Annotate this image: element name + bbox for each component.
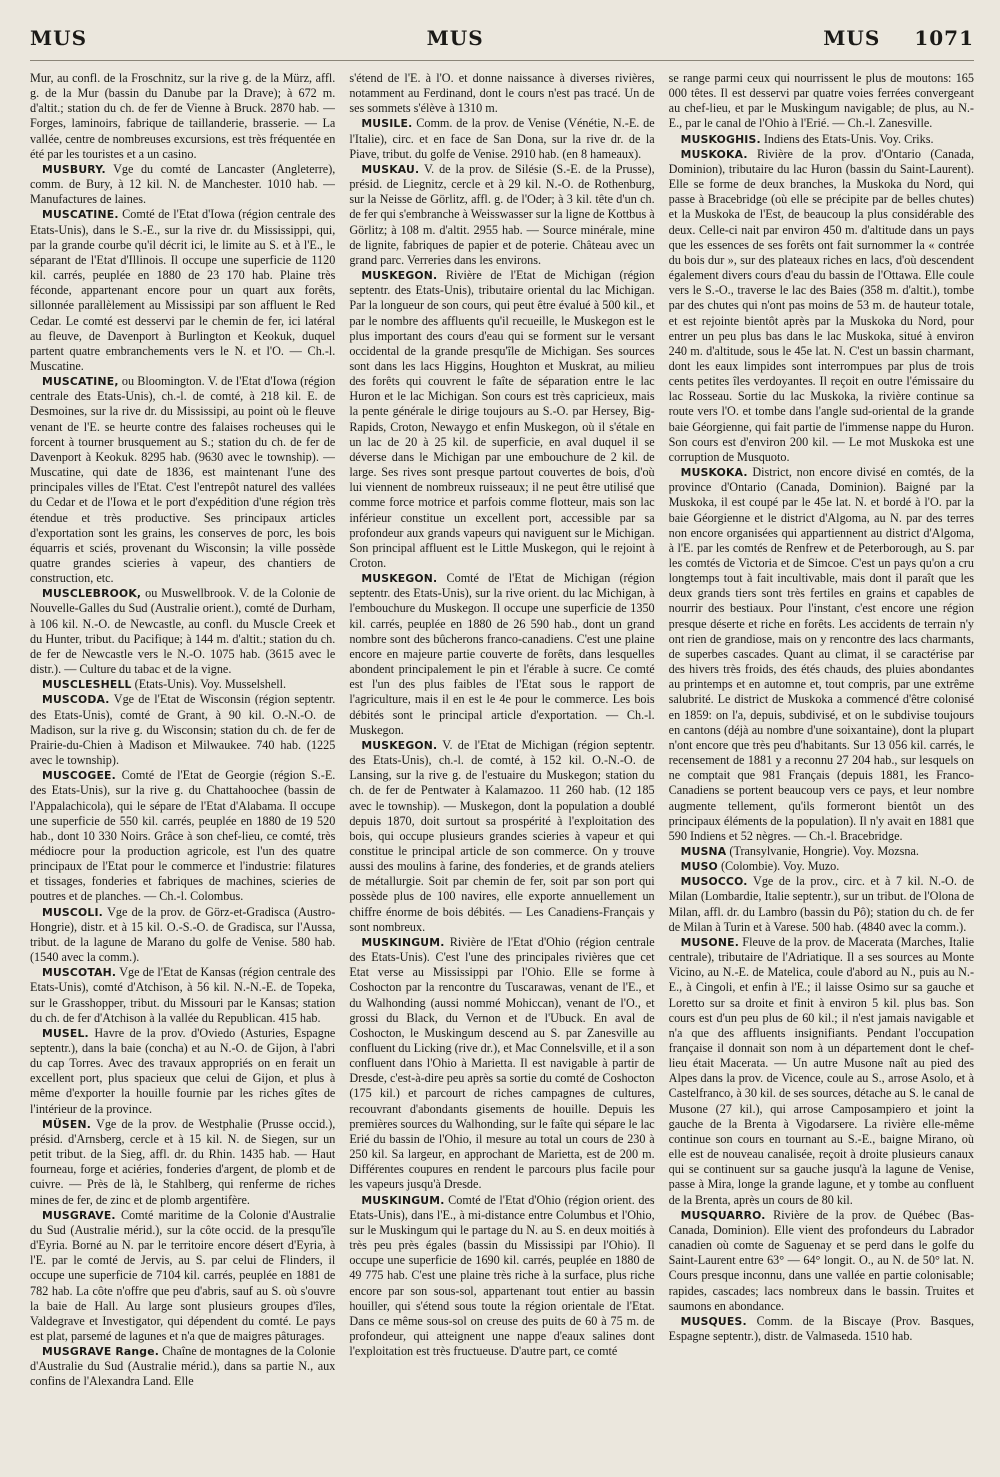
dictionary-entry [349, 268, 654, 571]
entry-text: Vge de l'Etat de Wisconsin (région septentr. des Etats-Unis), comté de Grant, à 90 kil. O.-N.-O. de Madison, sur la rive g. du Wisconsin; station du ch. de fer de Prairie-du-Chien à Madison et Milwaukee. 740 hab. (1225 avec le township). [30, 692, 336, 768]
dictionary-entry [349, 935, 654, 1193]
dictionary-entry [30, 207, 335, 374]
entry-headword: MUSKOKA. [680, 147, 748, 161]
entry-headword: MUSONE. [680, 935, 740, 949]
entry-text: (Colombie). Voy. Muzo. [720, 859, 840, 874]
entry-text: ou Bloomington. V. de l'Etat d'Iowa (région centrale des Etats-Unis), ch.-l. de comté, à 218 kil. E. de Desmoines, sur la rive dr. du Mississipi, au point où le fleuve venant de l'E. se heurte contre des falaises rocheuses qui le forcent à tourner brusquement au S.; station du ch. de fer de Davenport à Keokuk. 8295 hab. (9630 avec le township). — Muscatine, qui date de 1836, est maintenant l'une des principales villes de l'Etat. C'est l'entrepôt naturel des vallées du Cedar et de l'Iowa et le port d'expédition d'une région très étendue et très productive. Ses principaux articles d'exportation sont les grains, les conserves de porc, les bois équarris et sciés, provenant du Wisconsin; la ville possède quatre grandes scieries à vapeur, des chantiers de construction, etc. [30, 374, 336, 586]
entry-text: (Etats-Unis). Voy. Musselshell. [134, 677, 287, 692]
entry-headword: MUSCATINE. [42, 208, 119, 222]
entry-headword: MUSCLEBROOK, [42, 587, 142, 601]
entry-text: Rivière de la prov. de Québec (Bas-Canada, Dominion). Elle vient des profondeurs du Labrador canadien où comte de Saguenay et se perd dans le golfe du Saint-Laurent entre 63° — 64° longit. O., au N. de 50° lat. N. Cours presque inconnu, dans une vallée en partie colonisable; rapides, cascades; lacs nombreux dans le bassin. Truites et saumons en abondance. [668, 1207, 974, 1313]
entry-text: Indiens des Etats-Unis. Voy. Criks. [763, 131, 934, 146]
entry-text: Vge du comté de Lancaster (Angleterre), comm. de Bury, à 12 kil. N. de Manchester. 1010 hab. — Manufactures de laines. [30, 161, 336, 207]
entry-headword: MUSCODA. [42, 693, 110, 707]
dictionary-entry [349, 738, 654, 935]
entry-text: ou Muswellbrook. V. de la Colonie de Nouvelle-Galles du Sud (Australie orient.), comté de Durham, à 106 kil. N.-O. de Newcastle, au confl. du Muscle Creek et du Hunter, tribut. du Pacifique; à 144 m. d'altit.; station du ch. de fer de Newcastle vers le N.-O. 1075 hab. (3615 avec le distr.). — Culture du tabac et de la vigne. [30, 586, 336, 677]
dictionary-entry [669, 1314, 974, 1344]
entry-headword: MUSQUARRO. [680, 1208, 766, 1222]
dictionary-entry [669, 859, 974, 874]
entry-text: Comté maritime de la Colonie d'Australie du Sud (Australie mérid.), sur la côte occid. de la presqu'île d'Eyria. Borné au N. par le territoire encore désert d'Eyria, à l'E. par le comté de Jervis, au S. par celui de Flinders, il occupe une superficie de 7104 kil. carrés, peuplée en 1881 de 782 hab. La côte n'offre que peu d'abris, sauf au S. où s'ouvre la baie de Hall. Au large sont plusieurs groupes d'îles, Valdegrave et Investigator, qui dépendent du comté. Le pays est plat, parsemé de lagunes et n'a que de maigres pâturages. [30, 1207, 336, 1343]
entry-text: Comté de l'Etat d'Ohio (région orient. des Etats-Unis), dans l'E., à mi-distance entre Columbus et l'Ohio, sur le Muskingum qui le partage du N. au S. en deux moitiés à très peu près égales (bassin du Mississipi par l'Ohio). Il occupe une superficie de 1690 kil. carrés, peuplée en 1880 de 49 775 hab. C'est une plaine très riche à la surface, plus riche encore par son sous-sol, appartenant tout entier au bassin houiller, qui s'étend sous toute la région orientale de l'Etat. Dans ce même sous-sol on creuse des puits de 60 à 75 m. de profondeur, qui atteignent une nappe d'eaux salines dont l'exploitation est très fructueuse. D'autre part, ce comté [349, 1192, 655, 1359]
entry-text: District, non encore divisé en comtés, de la province d'Ontario (Canada, Dominion). Baigné par la Muskoka, il est coupé par le 45e lat. N. et bordé à l'O. par la baie Géorgienne et le district d'Algoma, au N. par des terres non encore organisées qui appartiennent au district d'Algoma, à l'E. par les comtés de Renfrew et de Peterborough, au S. par les comtés de Victoria et de Simcoe. C'est un pays qu'on a cru longtemps tout à fait incultivable, mais dont il paraît que les deux grands tiers sont très fertiles en grains et capables de nourrir des bestiaux. Pour l'instant, c'est encore une région presque déserte et riche en forêts. Les accidents de terrain n'y ont rien de grandiose, mais on y rencontre des lacs charmants, de superbes cascades. Quant au climat, il se caractérise par des hivers très froids, des étés chauds, des pluies abondantes au printemps et en automne et, tout compris, par une extrême salubrité. Le district de Muskoka a commencé d'être colonisé en 1859: on l'a, depuis, subdivisé, et on le subdivise toujours en cantons (déjà au nombre d'une soixantaine), dont la plupart n'ont encore que très peu d'habitants. Sur 13 056 kil. carrés, le recensement de 1881 y a reconnu 27 204 hab., sur lesquels on ne comptait que 981 Français (depuis 1881, les Franco-Canadiens se portent beaucoup vers ce pays, et leur nombre augmente tellement, qu'ils formeront bientôt un des principaux éléments de la population). Il n'y avait en 1881 que 590 Indiens et 52 nègres. — Ch.-l. Bracebridge. [668, 465, 974, 843]
dictionary-entry [349, 162, 654, 268]
dictionary-entry [669, 132, 974, 147]
dictionary-entry [30, 905, 335, 966]
entry-text: V. de l'Etat de Michigan (région septentr. des Etats-Unis), ch.-l. de comté, à 152 kil. O.-N.-O. de Lansing, sur la rive g. de l'estuaire du Muskegon; station du ch. de fer de Pentwater à Kalamazoo. 11 260 hab. (12 185 avec le township). — Muskegon, dont la population a doublé depuis 1870, doit surtout sa prospérité à l'exploitation des bois, qui occupe plusieurs grandes scieries à vapeur et qui constitue le principal article de son commerce. On y trouve aussi des moulins à farine, des fonderies, et de grands ateliers de métallurgie. Soit par chemin de fer, soit par son port qui possède plus de 100 navires, elle exporte annuellement un chiffre énorme de bois débités. — Les Canadiens-Français y sont nombreux. [349, 737, 655, 934]
dictionary-entry [349, 71, 654, 116]
entry-text: V. de la prov. de Silésie (S.-E. de la Prusse), présid. de Liegnitz, cercle et à 29 kil. N.-O. de Rothenburg, sur la Neisse de Görlitz, affl. g. de l'Oder; à 3 kil. tête d'un ch. de fer qui s'embranche à Weisswasser sur la ligne de Kottbus à Görlitz; à 108 m. d'altit. 2955 hab. — Source minérale, mine de lignite, fabriques de papier et de poterie. Château avec un grand parc. Verreries dans les environs. [349, 161, 655, 267]
entry-text: Comm. de la Biscaye (Prov. Basques, Espagne septentr.), distr. de Valmaseda. 1510 hab. [668, 1313, 974, 1343]
dictionary-entry [30, 768, 335, 904]
entry-text: Vge de la prov. de Görz-et-Gradisca (Austro-Hongrie), distr. et à 15 kil. O.-S.-O. de Gradisca, sur l'Aussa, tribut. de la lagune de Marano du golfe de Venise. 580 hab. (1540 avec la comm.). [30, 904, 336, 965]
dictionary-entry [349, 571, 654, 738]
entry-headword: MUSGRAVE. [42, 1208, 116, 1222]
header-left-word: MUS [30, 26, 88, 50]
dictionary-entry [669, 147, 974, 465]
entry-text: Havre de la prov. d'Oviedo (Asturies, Espagne septentr.), dans la baie (concha) et au N.-O. de Gijon, à l'abri du cap Torres. Avec des travaux appropriés on en ferait un excellent port, plus spacieux que celui de Gijon, et plus à même d'exporter la houille fournie par les riches gîtes de l'intérieur de la province. [30, 1025, 336, 1116]
entry-headword: MUSGRAVE Range. [42, 1345, 160, 1359]
entry-text: Fleuve de la prov. de Macerata (Marches, Italie centrale), tributaire de l'Adriatique. Il a ses sources au Monte Vicino, au N.-E. de Matelica, coule d'abord au N., puis au N.-E., à Cingoli, et enfin à l'E.; il laisse Osimo sur sa gauche et Loretto sur sa droite et finit à environ 5 kil. plus bas. Son cours est d'un peu plus de 60 kil.; il n'est jamais navigable et n'a que des affluents insignifiants. Pendant l'occupation française il donnait son nom à un département dont le chef-lieu était Macerata. — Un autre Musone naît au pied des Alpes dans la prov. de Vicence, coule au S., arrose Asolo, et à Castelfranco, à 30 kil. de ses sources, détache au S. le canal de Musone (27 kil.), qui arrose Camposampiero et joint la gauche de la Brenta à Vigodarsere. La rivière elle-même continue son cours en tournant au S.-E., baigne Mirano, où elle est de nouveau canalisée, reçoit à droite plusieurs canaux qui se continuent sur sa gauche jusqu'à la lagune de Venise, passe à Mira, longe la grande lagune, et y tombe au confluent de la Brenta, après un cours de 80 kil. [668, 934, 974, 1207]
dictionary-entry [669, 874, 974, 935]
entry-text: Comm. de la prov. de Venise (Vénétie, N.-E. de l'Italie), circ. et en face de San Dona, sur la rive dr. de la Piave, tribut. du golfe de Venise. 2910 hab. (en 8 hameaux). [349, 116, 655, 161]
dictionary-entry [30, 1117, 335, 1208]
entry-text: Rivière de la prov. d'Ontario (Canada, Dominion), tributaire du lac Huron (bassin du Saint-Laurent). Elle se forme de deux branches, la Muskoka du Nord, qui passe à Bracebridge (où elle se précipite par de belles chutes) et la Muskoka de l'Est, de beaucoup la plus considérable des deux. Celle-ci nait par environ 450 m. d'altitude dans un pays que les essences de ses forêts ont fait surnommer la « contrée du bois dur », sur des plateaux riches en lacs, d'où descendent également divers cours d'eau du bassin de l'Ottawa. Elle coule vers le S.-O., traverse le lac des Baies (358 m. d'altit.), tombe par des chutes qui n'ont pas moins de 53 m. de hauteur totale, et est rejointe bientôt après par la Muskoka du Nord, pour entrer un peu plus bas dans le lac Muskoka, situé à environ 240 m. d'altitude, sous le 45e lat. N. C'est un bassin charmant, dont les eaux limpides sont interrompues par plus de trois cents petites îles verdoyantes. Il reçoit en outre l'émissaire du lac Rosseau. Sortie du lac Muskoka, la rivière continue sa route vers l'O. et tombe dans l'angle sud-oriental de la grande baie Géorgienne, qui fait partie de l'immense nappe du Huron. Son cours est d'environ 200 kil. — Le mot Muskoka est une corruption de Musquoto. [668, 146, 974, 464]
entry-headword: MUSKAU. [361, 162, 420, 176]
entry-text: Comté de l'Etat de Michigan (région septentr. des Etats-Unis), sur la rive orient. du lac Michigan, à l'embouchure du Muskegon. Il occupe une superficie de 1350 kil. carrés, peuplée en 1880 de 26 590 hab., dont un grand nombre sont des bûcherons franco-canadiens. C'est une plaine encore en majeure partie couverte de forêts, dans lesquelles abondent principalement le pin et l'érable à sucre. Ce comté est l'un des plus faibles de l'Etat sous le rapport de l'agriculture, mais il en est le 4e pour le commerce. Les bois débités sont le principal article d'exportation. — Ch.-l. Muskegon. [349, 571, 655, 737]
entry-text: Comté de l'Etat d'Iowa (région centrale des Etats-Unis), dans le S.-E., sur la rive dr. du Mississippi, qui, par la grande courbe qu'il décrit ici, le limite au S. et à l'E., le séparant de l'Etat d'Illinois. Il occupe une superficie de 1120 kil. carrés, peuplée en 1880 de 23 170 hab. Plaine très féconde, appartenant encore pour un quart aux forêts, sillonnée parallèlement au Mississipi par son affluent le Red Cedar. Le comté est desservi par le chemin de fer, ici latéral au fleuve, de Davenport à Burlington et Keokuk, duquel partent quatre embranchements vers le N. et l'O. — Ch.-l. Muscatine. [30, 207, 336, 373]
entry-headword: MUSO [680, 860, 718, 874]
header-right-word: MUS [823, 26, 881, 50]
entry-text: Rivière de l'Etat d'Ohio (région centrale des Etats-Unis). C'est l'une des principales rivières que cet Etat verse au Mississippi par l'Ohio. Elle se forme à Coshocton par la rencontre du Tuscarawas, venant de l'E., et du Walhonding (aussi nommé Mohiccan), venant de l'O., et grossi du Black, du Vernon et de l'Ubuck. En aval de Coshocton, le Muskingum descend au S. par Zanesville au confluent du Licking (rive dr.), et Mac Connelsville, et il a son confluent dans l'Ohio à Marietta. Il est navigable à partir de Dresde, c'est-à-dire peu après sa sortie du comté de Coshocton (175 kil.) et parcourt de riches campagnes de cultures, recouvrant d'abondants gisements de houille. Depuis les premières sources du Walhonding, sur le faîte qui sépare le lac Erié du bassin de l'Ohio, il mesure au total un cours de 230 à 250 kil. Sa largeur, en approchant de Marietta, est de 200 m. Différentes coupures en rendent le parcours plus facile pour les vapeurs jusqu'à Dresde. [349, 934, 655, 1192]
entry-headword: MUSKOGHIS. [680, 132, 761, 146]
dictionary-entry [669, 935, 974, 1208]
dictionary-entry [669, 1208, 974, 1314]
entry-headword: MUSCOGEE. [42, 769, 116, 783]
header-center-word: MUS [426, 26, 484, 50]
entry-headword: MUSCATINE, [42, 375, 119, 389]
text-columns [30, 71, 974, 1466]
dictionary-entry [30, 1208, 335, 1344]
column-2 [349, 71, 654, 1466]
entry-headword: MUSCOTAH. [42, 966, 117, 980]
dictionary-entry [30, 71, 335, 162]
entry-text: Comté de l'Etat de Georgie (région S.-E. des Etats-Unis), sur la rive g. du Chattahoochee (bassin de l'Appalachicola), qui le sépare de l'Etat d'Alabama. Il occupe une superficie de 550 kil. carrés, peuplée en 1880 de 19 520 hab., dont 10 330 Noirs. Grâce à son chef-lieu, ce comté, très médiocre pour la production agricole, est l'un des quatre principaux de l'Etat pour le commerce et l'industrie: filatures et tissages, fonderies et fabriques de machines, scieries de poutres et de planches. — Ch.-l. Colombus. [30, 768, 336, 904]
column-3 [669, 71, 974, 1466]
dictionary-entry [669, 465, 974, 844]
entry-headword: MUSOCCO. [680, 875, 748, 889]
dictionary-entry [349, 116, 654, 161]
entry-headword: MUSCOLI. [42, 905, 103, 919]
entry-headword: MUSILE. [361, 117, 413, 131]
dictionary-entry [30, 374, 335, 586]
dictionary-entry [669, 71, 974, 132]
entry-headword: MUSKOKA. [680, 466, 748, 480]
header-right-group [823, 26, 974, 50]
entry-text: s'étend de l'E. à l'O. et donne naissance à diverses rivières, notamment au Ferdinand, dont le cours n'est pas tracé. Un de ses sommets s'élève à 1310 m. [349, 71, 655, 116]
dictionary-entry [30, 692, 335, 768]
dictionary-entry [30, 677, 335, 692]
page-number: 1071 [914, 26, 974, 50]
entry-headword: MUSKEGON. [361, 738, 438, 752]
dictionary-entry [30, 162, 335, 207]
entry-headword: MUSEL. [42, 1026, 89, 1040]
entry-headword: MUSKEGON. [361, 269, 438, 283]
entry-text: Chaîne de montagnes de la Colonie d'Australie du Sud (Australie mérid.), dans sa partie N., aux confins de l'Alexandra Land. Elle [30, 1344, 336, 1389]
entry-headword: MUSBURY. [42, 162, 106, 176]
entry-text: se range parmi ceux qui nourrissent le plus de moutons: 165 000 têtes. Il est desservi par quatre voies ferrées convergeant au chef-lieu, et par le Muskingum navigable; de plus, au N.-E., par le canal de l'Ohio à l'Erié. — Ch.-l. Zanesville. [668, 71, 974, 131]
entry-headword: MUSNA [680, 844, 727, 858]
entry-headword: MUSKINGUM. [361, 1193, 445, 1207]
dictionary-entry [349, 1193, 654, 1360]
entry-text: Rivière de l'Etat de Michigan (région septentr. des Etats-Unis), tributaire oriental du lac Michigan. Par la longueur de son cours, qui peut être évalué à 500 kil., et par le nombre des affluents qu'il recueille, le Muskegon est le plus important des cours d'eau qui se forment sur le versant occidental de la grande presqu'île de Michigan. Ses sources sont dans les lacs Higgins, Houghton et Muskrat, au milieu des forêts qui couvrent le faîte de séparation entre le lac Huron et le lac Michigan. Son cours est très capricieux, mais la pente générale le dirige toujours au S.-O. par Hersey, Big-Rapids, Croton, Newaygo et enfin Muskegon, où il s'étale en un lac de 20 à 25 kil. de superficie, en aval duquel il se déverse dans le Michigan par une embouchure de 2 kil. de large. Ses rives sont presque partout couvertes de bois, d'où lui viennent de nombreux ruisseaux; il ne peut être utilisé que comme force motrice et parfois comme flotteur, mais son lac inférieur constitue un excellent port, accessible par sa profondeur aux grands vapeurs qui naviguent sur le Michigan. Son principal affluent est le Little Muskegon, qui le rejoint à Croton. [349, 268, 655, 570]
dictionary-entry [669, 844, 974, 859]
dictionary-entry [30, 1344, 335, 1389]
entry-headword: MUSQUES. [680, 1314, 747, 1328]
dictionary-entry [30, 1026, 335, 1117]
entry-text: (Transylvanie, Hongrie). Voy. Mozsna. [729, 843, 919, 858]
entry-text: Vge de la prov. de Westphalie (Prusse occid.), présid. d'Arnsberg, cercle et à 15 kil. N. de Siegen, sur un petit tribut. de la Sieg, affl. dr. du Rhin. 1435 hab. — Haut fourneau, forge et aciéries, fonderies d'argent, de plomb et de cuivre. — Près de là, le Stahlberg, qui renferme de riches mines de fer, de zinc et de plomb argentifère. [30, 1116, 336, 1207]
running-header [30, 26, 974, 61]
entry-text: Vge de la prov., circ. et à 7 kil. N.-O. de Milan (Lombardie, Italie septentr.), sur un tribut. de l'Olona de Milan, affl. dr. du Lambro (bassin du Pô); station du ch. de fer de Milan à Turin et à Varese. 500 hab. (4840 avec la comm.). [668, 874, 974, 934]
entry-text: Vge de l'Etat de Kansas (région centrale des Etats-Unis), comté d'Atchison, à 56 kil. N.-N.-E. de Topeka, sur le Grasshopper, tribut. du Missouri par le Kansas; station du ch. de fer d'Atchison à la vallée du Republican. 415 hab. [30, 965, 336, 1025]
entry-text: Mur, au confl. de la Froschnitz, sur la rive g. de la Mürz, affl. g. de la Mur (bassin du Danube par la Drave); à 672 m. d'altit.; station du ch. de fer de Vienne à Bruck. 2870 hab. — Forges, laminoirs, fabrique de taillanderie, brasserie. — La vallée, centre de nombreuses excursions, est très fréquentée en été par les touristes et a un casino. [30, 71, 336, 161]
entry-headword: MUSCLESHELL [42, 678, 132, 692]
entry-headword: MUSKINGUM. [361, 935, 445, 949]
dictionary-entry [30, 965, 335, 1026]
dictionary-entry [30, 586, 335, 677]
column-1 [30, 71, 335, 1466]
entry-headword: MÜSEN. [42, 1117, 92, 1131]
entry-headword: MUSKEGON. [361, 572, 438, 586]
